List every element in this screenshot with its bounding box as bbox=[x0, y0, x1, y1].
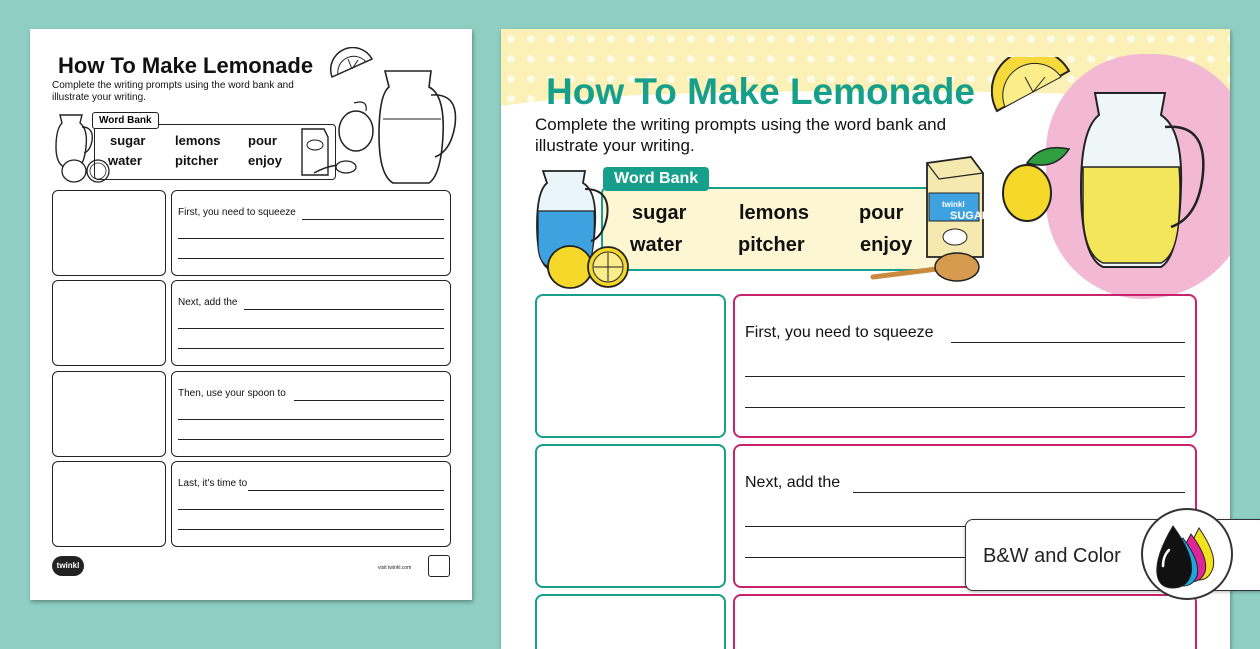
ink-drops-icon bbox=[1147, 516, 1227, 592]
bw-writing-line bbox=[178, 529, 444, 530]
lemon-icon bbox=[1001, 141, 1073, 225]
bw-writing-line bbox=[294, 400, 444, 401]
bw-illustration-box[interactable] bbox=[52, 371, 166, 457]
color-writing-line bbox=[745, 376, 1185, 377]
lemon-slice-icon bbox=[991, 57, 1077, 129]
color-writing-line bbox=[951, 342, 1185, 343]
color-writing-prompt: Next, add the bbox=[745, 474, 841, 491]
bw-instructions: Complete the writing prompts using the word bank and illustrate your writing. bbox=[52, 80, 294, 103]
color-illustration-box[interactable] bbox=[535, 294, 726, 438]
color-word-bank-word: pour bbox=[859, 202, 904, 224]
bw-word-bank-word: enjoy bbox=[248, 153, 282, 168]
color-illustration-box[interactable] bbox=[535, 594, 726, 649]
color-writing-box[interactable] bbox=[733, 294, 1197, 438]
bw-writing-box[interactable] bbox=[171, 371, 451, 457]
bw-writing-line bbox=[178, 439, 444, 440]
color-title: How To Make Lemonade bbox=[546, 71, 975, 112]
bw-word-bank-word: sugar bbox=[110, 133, 146, 148]
bw-writing-line bbox=[178, 328, 444, 329]
bw-pitcher-icon bbox=[375, 65, 459, 189]
bw-writing-box[interactable] bbox=[171, 190, 451, 276]
lemonade-pitcher-icon bbox=[1075, 87, 1209, 275]
color-writing-line bbox=[745, 407, 1185, 408]
bw-writing-prompt: Next, add the bbox=[178, 297, 238, 308]
bw-footer-badge-icon bbox=[428, 555, 450, 577]
color-word-bank-word: enjoy bbox=[860, 234, 913, 256]
bw-writing-box[interactable] bbox=[171, 461, 451, 547]
bw-illustration-box[interactable] bbox=[52, 190, 166, 276]
bw-writing-prompt: Last, it's time to bbox=[178, 478, 248, 489]
bw-writing-line bbox=[244, 309, 444, 310]
bw-writing-line bbox=[178, 419, 444, 420]
color-writing-prompt: First, you need to squeeze bbox=[745, 324, 934, 341]
bw-word-bank-word: pitcher bbox=[175, 153, 219, 168]
color-writing-line bbox=[853, 492, 1185, 493]
bw-writing-line bbox=[248, 490, 444, 491]
bw-word-bank-word: lemons bbox=[175, 133, 221, 148]
bw-word-bank-word: pour bbox=[248, 133, 277, 148]
lemon-halves-icon bbox=[546, 239, 632, 291]
color-word-bank-word: sugar bbox=[632, 202, 687, 224]
bw-writing-line bbox=[302, 219, 444, 220]
sugar-box-label: SUGAR bbox=[950, 210, 990, 222]
color-illustration-box[interactable] bbox=[535, 444, 726, 588]
bw-title: How To Make Lemonade bbox=[58, 53, 314, 78]
bw-writing-prompt: First, you need to squeeze bbox=[178, 207, 296, 218]
bw-writing-box[interactable] bbox=[171, 280, 451, 366]
bw-worksheet-preview bbox=[30, 29, 472, 600]
bw-lemon-slice-icon bbox=[328, 47, 376, 87]
bw-illustration-box[interactable] bbox=[52, 280, 166, 366]
color-word-bank-word: water bbox=[630, 234, 683, 256]
color-instructions: Complete the writing prompts using the word bank and illustrate your writing. bbox=[535, 115, 947, 155]
ink-drops-badge bbox=[1141, 508, 1233, 600]
bw-and-color-badge bbox=[965, 519, 1260, 591]
color-word-bank-word: lemons bbox=[739, 202, 810, 224]
twinkl-logo: twinkl bbox=[52, 556, 84, 576]
bw-writing-line bbox=[178, 258, 444, 259]
bw-word-bank-word: water bbox=[108, 153, 142, 168]
bw-footer-url: visit twinkl.com bbox=[378, 565, 412, 571]
wooden-spoon-icon bbox=[869, 251, 985, 291]
bw-illustration-box[interactable] bbox=[52, 461, 166, 547]
bw-writing-line bbox=[178, 238, 444, 239]
color-word-bank-word: pitcher bbox=[738, 234, 805, 256]
bw-writing-line bbox=[178, 509, 444, 510]
badge-text: B&W and Color bbox=[983, 545, 1121, 567]
bw-word-bank-label: Word Bank bbox=[92, 112, 159, 129]
bw-writing-prompt: Then, use your spoon to bbox=[178, 388, 286, 399]
sugar-box-brand: twinkl bbox=[942, 200, 965, 209]
color-writing-box[interactable] bbox=[733, 594, 1197, 649]
color-word-bank-label: Word Bank bbox=[603, 167, 709, 191]
bw-writing-line bbox=[178, 348, 444, 349]
